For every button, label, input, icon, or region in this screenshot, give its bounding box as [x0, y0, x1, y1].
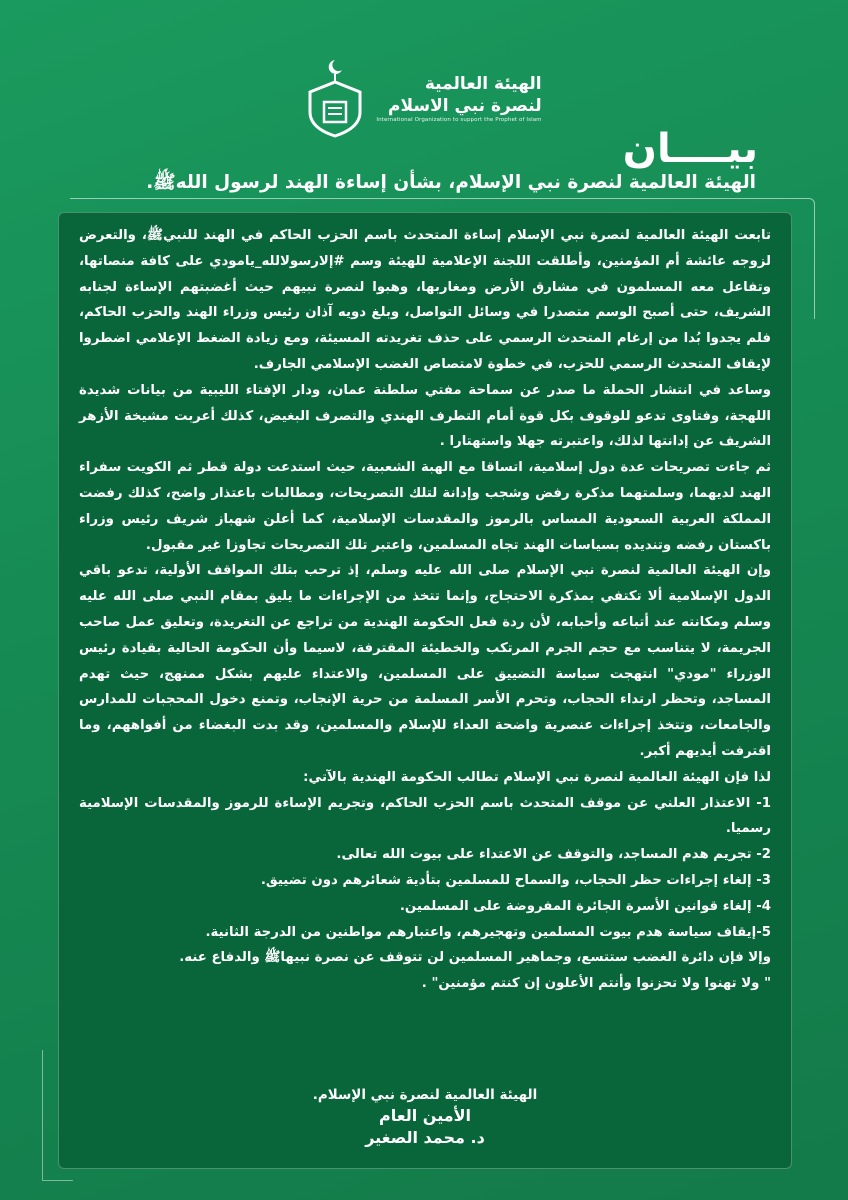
- demand-item: 1- الاعتذار العلني عن موقف المتحدث باسم الحزب الحاكم، وتجريم الإساءة للرموز والمقدسات الإسلامية رسميا.: [79, 795, 771, 837]
- paragraph-quote: " ولا تهنوا ولا تحزنوا وأنتم الأعلون إن كنتم مؤمنين" .: [421, 976, 771, 992]
- paragraph-campaign: وساعد في انتشار الحملة ما صدر عن سماحة مفتي سلطنة عمان، ودار الإفتاء الليبية من بيانات شديدة اللهجة، وفتاوى تدعو للوقوف بكل قوة أمام التطرف الهندي والتصرف البغيض، كذلك أعربت مشيخة الأزهر الشريف عن إدانتها لذلك، واعتبرته جهلا واستهتارا .: [79, 382, 771, 450]
- statement-subheading: الهيئة العالمية لنصرة نبي الإسلام، بشأن إساءة الهند لرسول اللهﷺ.: [146, 172, 756, 193]
- signature-org: الهيئة العالمية لنصرة نبي الإسلام.: [312, 1087, 538, 1103]
- paragraph-warning: وإلا فإن دائرة الغضب ستتسع، وجماهير المسلمين لن تتوقف عن نصرة نبيهاﷺ والدفاع عنه.: [179, 950, 771, 966]
- demands-intro: لذا فإن الهيئة العالمية لنصرة نبي الإسلام تطالب الحكومة الهندية بالآتي:: [303, 769, 771, 785]
- paragraph-statements: ثم جاءت تصريحات عدة دول إسلامية، اتساقا مع الهبة الشعبية، حيث استدعت دولة قطر ثم الكويت سفراء الهند لديهما، وسلمتهما مذكرة رفض وشجب وإدانة لتلك التصريحات، ومطالبات باعتذار واضح، كذلك رفضت المملكة العربية السعودية المساس بالرموز والمقدسات الإسلامية، كما أعلن شهباز شريف رئيس وزراء باكستان رفضه وتنديده بسياسات الهند تجاه المسلمين، واعتبر تلك التصريحات تجاوزا غير مقبول.: [79, 460, 771, 553]
- logo-text: [376, 73, 541, 123]
- demand-item: 5-إيقاف سياسة هدم بيوت المسلمين وتهجيرهم، واعتبارهم مواطنين من الدرجة الثانية.: [205, 924, 771, 940]
- demand-item: 2- تجريم هدم المساجد، والتوقف عن الاعتداء على بيوت الله تعالى.: [336, 847, 771, 863]
- signature-block: [59, 1085, 791, 1149]
- logo-name-line2: لنصرة نبي الاسلام: [388, 96, 542, 116]
- logo-english-name: International Organization to support the Prophet of Islam: [376, 117, 542, 123]
- paragraph-intro: تابعت الهيئة العالمية لنصرة نبي الإسلام إساءة المتحدث باسم الحزب الحاكم في الهند للنبيﷺ، والتعرض لزوجه عائشة أم المؤمنين، وأطلقت اللجنة الإعلامية للهيئة وسم #إلارسولالله_يامودي على كافة منصاتها، وتفاعل معه المسلمون في مشارق الأرض ومغاربها، وهبوا لنصرة نبيهم حيث أغضبتهم الإساءة لجنابه الشريف، حتى أصبح الوسم متصدرا في وسائل التواصل، وبلغ دويه آذان رئيس وزراء الهند والحزب الحاكم، فلم يجدوا بُدا من إرغام المتحدث الرسمي على حذف تغريدته المسيئة، ومع زيادة الضغط الإعلامي اضطروا لإيقاف المتحدث الرسمي للحزب، في خطوة لامتصاص الغضب الإسلامي الجارف.: [79, 228, 771, 372]
- demand-item: 3- إلغاء إجراءات حظر الحجاب، والسماح للمسلمين بتأدية شعائرهم دون تضييق.: [260, 872, 771, 888]
- statement-panel: [58, 212, 792, 1169]
- signature-name: د. محمد الصغير: [365, 1128, 485, 1147]
- paragraph-call: وإن الهيئة العالمية لنصرة نبي الإسلام صلى الله عليه وسلم، إذ ترحب بتلك المواقف الأولية، تدعو باقي الدول الإسلامية ألا تكتفي بمذكرة الاحتجاج، وإنما تتخذ من الإجراءات ما يليق بمقام النبي صلى الله عليه وسلم ومكانته عند أتباعه وأحبابه، لأن ردة فعل الحكومة الهندية من تراجع عن التغريدة، وتعليق عمل صاحب الجريمة، لا يتناسب مع حجم الجرم المرتكب والخطيئة المقترفة، لاسيما وأن الحكومة الحالية بقيادة رئيس الوزراء "مودي" انتهجت سياسة التضييق على المسلمين، والاعتداء عليهم بشكل ممنهج، حيث تهدم المساجد، وتحظر ارتداء الحجاب، وتحرم الأسر المسلمة من حرية الإنجاب، وتمنع دخول المحجبات للمدارس والجامعات، وتتخذ إجراءات عنصرية واضحة العداء للإسلام والمسلمين، وقد بدت البغضاء من أفواههم، وما اقترفت أيديهم أكبر.: [79, 563, 771, 759]
- shield-crescent-icon: [306, 58, 364, 138]
- logo-name-line1: الهيئة العالمية: [424, 74, 542, 94]
- demand-item: 4- إلغاء قوانين الأسرة الجائرة المفروضة على المسلمين.: [399, 898, 771, 914]
- statement-body: [79, 223, 771, 997]
- statement-heading: بيــــان: [622, 126, 758, 172]
- signature-role: الأمين العام: [378, 1106, 472, 1125]
